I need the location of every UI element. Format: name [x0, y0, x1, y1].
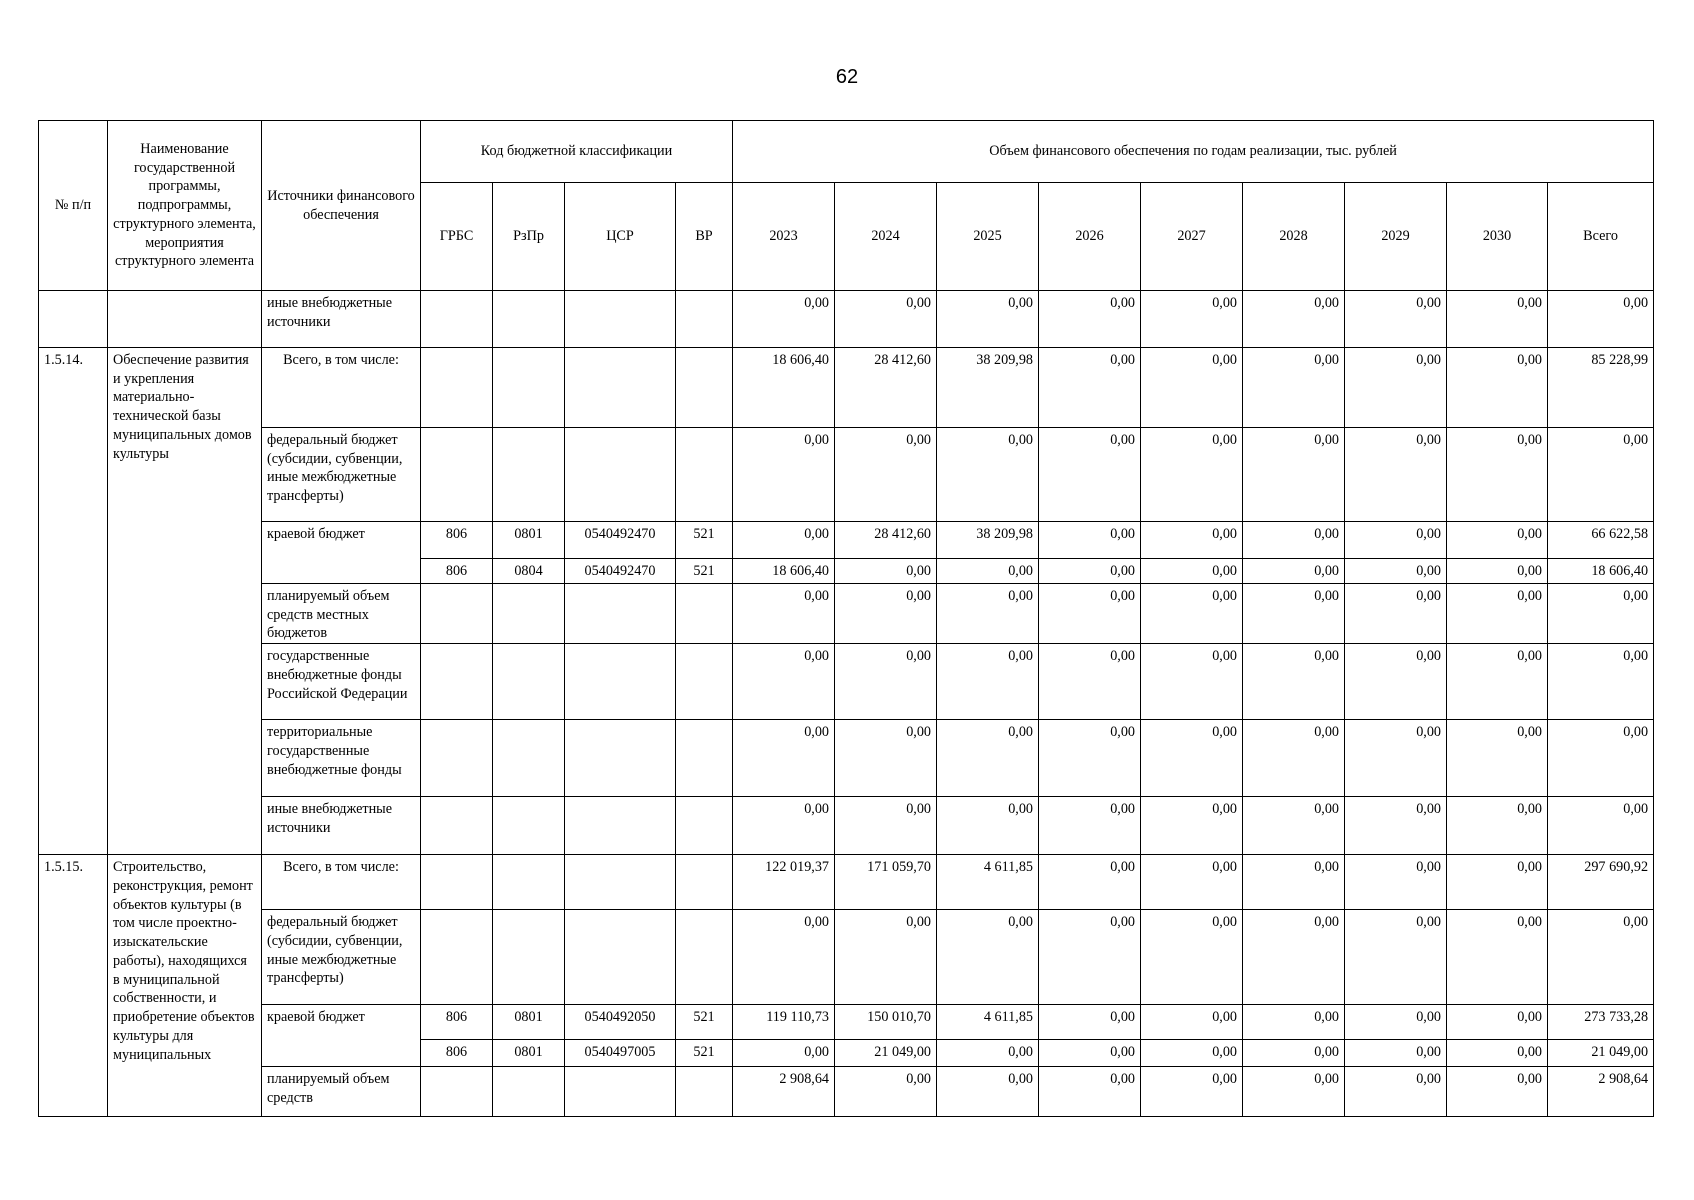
cell-value: 0,00 — [1345, 910, 1447, 1005]
table-row — [39, 720, 1654, 797]
header-year-2024: 2024 — [835, 183, 937, 291]
cell-value: 28 412,60 — [835, 348, 937, 428]
cell-value: 0,00 — [1345, 644, 1447, 720]
header-year-2029: 2029 — [1345, 183, 1447, 291]
cell-value: 0,00 — [1243, 855, 1345, 910]
cell-value: 0,00 — [937, 644, 1039, 720]
cell-grbs — [421, 428, 493, 522]
cell-value: 0,00 — [835, 910, 937, 1005]
cell-value: 0,00 — [733, 797, 835, 855]
cell-total: 66 622,58 — [1548, 522, 1654, 559]
cell-value: 0,00 — [1447, 855, 1548, 910]
table-row — [39, 855, 1654, 910]
page-number: 62 — [835, 66, 859, 88]
cell-value: 0,00 — [1141, 428, 1243, 522]
cell-vr — [676, 348, 733, 428]
cell-value: 4 611,85 — [937, 1005, 1039, 1040]
cell-vr — [676, 855, 733, 910]
cell-value: 0,00 — [1447, 559, 1548, 584]
cell-value: 0,00 — [835, 644, 937, 720]
cell-value: 0,00 — [1039, 797, 1141, 855]
cell-value: 0,00 — [1447, 720, 1548, 797]
cell-value: 0,00 — [1141, 1067, 1243, 1117]
cell-source: краевой бюджет — [262, 1005, 421, 1067]
header-year-2028: 2028 — [1243, 183, 1345, 291]
cell-value: 0,00 — [1345, 1040, 1447, 1067]
cell-csr — [565, 291, 676, 348]
header-source: Источники финансового обеспечения — [262, 121, 421, 291]
cell-num: 1.5.15. — [39, 855, 108, 1117]
cell-vr — [676, 910, 733, 1005]
cell-value: 0,00 — [1141, 522, 1243, 559]
cell-value: 0,00 — [937, 291, 1039, 348]
cell-value: 0,00 — [1243, 797, 1345, 855]
cell-value: 0,00 — [1039, 1067, 1141, 1117]
cell-value: 18 606,40 — [733, 348, 835, 428]
cell-value: 0,00 — [937, 1040, 1039, 1067]
cell-value: 2 908,64 — [733, 1067, 835, 1117]
cell-value: 0,00 — [1345, 855, 1447, 910]
cell-grbs — [421, 291, 493, 348]
cell-value: 0,00 — [733, 584, 835, 644]
header-name: Наименование государственной программы, подпрограммы, структурного элемента, мероприятия структурного элемента — [108, 121, 262, 291]
cell-vr — [676, 720, 733, 797]
cell-vr — [676, 428, 733, 522]
cell-value: 0,00 — [1243, 720, 1345, 797]
cell-total: 0,00 — [1548, 797, 1654, 855]
cell-rzpr: 0801 — [493, 522, 565, 559]
table-row — [39, 910, 1654, 1005]
cell-value: 0,00 — [1141, 1005, 1243, 1040]
cell-csr: 0540492470 — [565, 559, 676, 584]
cell-csr: 0540492050 — [565, 1005, 676, 1040]
header-num: № п/п — [39, 121, 108, 291]
table-header — [39, 121, 1654, 291]
cell-source: планируемый объем средств — [262, 1067, 421, 1117]
cell-value: 0,00 — [1345, 428, 1447, 522]
cell-value: 0,00 — [1039, 428, 1141, 522]
financing-table — [38, 120, 1654, 1117]
cell-value: 0,00 — [1447, 1040, 1548, 1067]
cell-num — [39, 291, 108, 348]
cell-value: 0,00 — [1039, 720, 1141, 797]
cell-value: 38 209,98 — [937, 348, 1039, 428]
cell-value: 0,00 — [835, 1067, 937, 1117]
cell-value: 0,00 — [733, 291, 835, 348]
cell-value: 0,00 — [1243, 584, 1345, 644]
table-row — [39, 291, 1654, 348]
cell-rzpr — [493, 855, 565, 910]
cell-grbs — [421, 910, 493, 1005]
cell-value: 0,00 — [1447, 291, 1548, 348]
cell-csr — [565, 348, 676, 428]
cell-value: 0,00 — [1345, 348, 1447, 428]
cell-value: 0,00 — [937, 428, 1039, 522]
cell-value: 0,00 — [1345, 559, 1447, 584]
table-row — [39, 428, 1654, 522]
cell-name: Обеспечение развития и укрепления материально-технической базы муниципальных домов культуры — [108, 348, 262, 855]
cell-value: 0,00 — [1039, 855, 1141, 910]
cell-value: 0,00 — [1345, 797, 1447, 855]
cell-value: 0,00 — [1243, 348, 1345, 428]
cell-total: 0,00 — [1548, 910, 1654, 1005]
cell-rzpr — [493, 797, 565, 855]
cell-value: 0,00 — [937, 559, 1039, 584]
cell-total: 0,00 — [1548, 720, 1654, 797]
cell-value: 0,00 — [835, 291, 937, 348]
cell-value: 21 049,00 — [835, 1040, 937, 1067]
header-total: Всего — [1548, 183, 1654, 291]
cell-value: 0,00 — [1141, 797, 1243, 855]
cell-value: 119 110,73 — [733, 1005, 835, 1040]
cell-csr — [565, 720, 676, 797]
cell-value: 0,00 — [835, 584, 937, 644]
cell-value: 38 209,98 — [937, 522, 1039, 559]
cell-grbs: 806 — [421, 522, 493, 559]
cell-value: 0,00 — [1447, 644, 1548, 720]
cell-value: 0,00 — [1447, 522, 1548, 559]
cell-grbs — [421, 855, 493, 910]
cell-source: Всего, в том числе: — [262, 348, 421, 428]
cell-csr — [565, 1067, 676, 1117]
cell-value: 0,00 — [1141, 910, 1243, 1005]
cell-grbs — [421, 584, 493, 644]
cell-total: 297 690,92 — [1548, 855, 1654, 910]
cell-csr — [565, 797, 676, 855]
header-csr: ЦСР — [565, 183, 676, 291]
header-year-2025: 2025 — [937, 183, 1039, 291]
cell-value: 122 019,37 — [733, 855, 835, 910]
cell-value: 0,00 — [1243, 291, 1345, 348]
cell-value: 0,00 — [1039, 522, 1141, 559]
cell-source: территориальные государственные внебюджетные фонды — [262, 720, 421, 797]
table-row — [39, 644, 1654, 720]
cell-vr — [676, 797, 733, 855]
cell-source: федеральный бюджет (субсидии, субвенции, иные межбюджетные трансферты) — [262, 428, 421, 522]
cell-value: 0,00 — [1345, 291, 1447, 348]
cell-value: 0,00 — [835, 797, 937, 855]
cell-grbs — [421, 1067, 493, 1117]
cell-value: 0,00 — [1039, 559, 1141, 584]
table-row — [39, 797, 1654, 855]
cell-value: 0,00 — [1243, 910, 1345, 1005]
cell-value: 0,00 — [1141, 1040, 1243, 1067]
cell-value: 0,00 — [937, 1067, 1039, 1117]
cell-vr — [676, 584, 733, 644]
cell-value: 0,00 — [1039, 291, 1141, 348]
cell-value: 0,00 — [835, 428, 937, 522]
cell-value: 0,00 — [1039, 348, 1141, 428]
cell-vr — [676, 644, 733, 720]
cell-source: федеральный бюджет (субсидии, субвенции, иные межбюджетные трансферты) — [262, 910, 421, 1005]
cell-value: 0,00 — [1141, 348, 1243, 428]
cell-csr — [565, 644, 676, 720]
cell-value: 0,00 — [1345, 1005, 1447, 1040]
header-kbk-group: Код бюджетной классификации — [421, 121, 733, 183]
cell-vr — [676, 291, 733, 348]
cell-source: Всего, в том числе: — [262, 855, 421, 910]
cell-value: 0,00 — [1447, 910, 1548, 1005]
cell-source: государственные внебюджетные фонды Российской Федерации — [262, 644, 421, 720]
cell-value: 0,00 — [1141, 291, 1243, 348]
cell-value: 0,00 — [835, 559, 937, 584]
cell-rzpr — [493, 1067, 565, 1117]
header-grbs: ГРБС — [421, 183, 493, 291]
table-body — [39, 291, 1654, 1117]
cell-rzpr — [493, 348, 565, 428]
cell-rzpr — [493, 291, 565, 348]
cell-rzpr — [493, 428, 565, 522]
cell-vr: 521 — [676, 559, 733, 584]
cell-total: 0,00 — [1548, 644, 1654, 720]
cell-source: иные внебюджетные источники — [262, 291, 421, 348]
header-year-2030: 2030 — [1447, 183, 1548, 291]
cell-csr — [565, 910, 676, 1005]
header-rzpr: РзПр — [493, 183, 565, 291]
cell-grbs — [421, 797, 493, 855]
cell-grbs — [421, 644, 493, 720]
cell-value: 0,00 — [835, 720, 937, 797]
cell-vr — [676, 1067, 733, 1117]
cell-value: 150 010,70 — [835, 1005, 937, 1040]
cell-vr: 521 — [676, 522, 733, 559]
cell-rzpr: 0801 — [493, 1005, 565, 1040]
cell-csr — [565, 855, 676, 910]
cell-grbs — [421, 720, 493, 797]
cell-name: Строительство, реконструкция, ремонт объектов культуры (в том числе проектно-изыскательские работы), находящихся в муниципальной собственности, и приобретение объектов культуры для муниципальных — [108, 855, 262, 1117]
cell-rzpr — [493, 720, 565, 797]
cell-total: 273 733,28 — [1548, 1005, 1654, 1040]
table-row — [39, 1005, 1654, 1040]
cell-value: 0,00 — [937, 910, 1039, 1005]
cell-num: 1.5.14. — [39, 348, 108, 855]
cell-value: 18 606,40 — [733, 559, 835, 584]
cell-total: 0,00 — [1548, 584, 1654, 644]
cell-value: 0,00 — [1243, 559, 1345, 584]
header-year-2026: 2026 — [1039, 183, 1141, 291]
cell-value: 0,00 — [1447, 348, 1548, 428]
cell-value: 0,00 — [733, 1040, 835, 1067]
cell-value: 0,00 — [1447, 797, 1548, 855]
cell-rzpr — [493, 644, 565, 720]
header-year-2023: 2023 — [733, 183, 835, 291]
cell-grbs: 806 — [421, 559, 493, 584]
cell-value: 0,00 — [1447, 1067, 1548, 1117]
cell-value: 0,00 — [1447, 584, 1548, 644]
cell-total: 0,00 — [1548, 428, 1654, 522]
cell-value: 0,00 — [1039, 644, 1141, 720]
cell-value: 0,00 — [1243, 1067, 1345, 1117]
cell-value: 0,00 — [937, 584, 1039, 644]
cell-csr — [565, 584, 676, 644]
cell-csr: 0540492470 — [565, 522, 676, 559]
cell-name — [108, 291, 262, 348]
cell-source: иные внебюджетные источники — [262, 797, 421, 855]
cell-value: 0,00 — [1141, 559, 1243, 584]
cell-grbs: 806 — [421, 1005, 493, 1040]
cell-value: 0,00 — [1243, 1005, 1345, 1040]
cell-value: 0,00 — [1243, 522, 1345, 559]
cell-value: 0,00 — [1039, 584, 1141, 644]
cell-value: 0,00 — [733, 428, 835, 522]
cell-value: 0,00 — [733, 644, 835, 720]
cell-rzpr — [493, 910, 565, 1005]
cell-value: 0,00 — [1447, 428, 1548, 522]
cell-csr — [565, 428, 676, 522]
cell-total: 18 606,40 — [1548, 559, 1654, 584]
cell-value: 0,00 — [1039, 1005, 1141, 1040]
cell-total: 2 908,64 — [1548, 1067, 1654, 1117]
cell-vr: 521 — [676, 1040, 733, 1067]
cell-value: 0,00 — [1243, 428, 1345, 522]
cell-rzpr: 0804 — [493, 559, 565, 584]
cell-grbs — [421, 348, 493, 428]
cell-total: 0,00 — [1548, 291, 1654, 348]
cell-value: 4 611,85 — [937, 855, 1039, 910]
cell-value: 0,00 — [1345, 584, 1447, 644]
cell-value: 0,00 — [1039, 1040, 1141, 1067]
cell-rzpr: 0801 — [493, 1040, 565, 1067]
table-row — [39, 1067, 1654, 1117]
header-volume-group: Объем финансового обеспечения по годам реализации, тыс. рублей — [733, 121, 1654, 183]
cell-value: 0,00 — [733, 720, 835, 797]
cell-csr: 0540497005 — [565, 1040, 676, 1067]
cell-vr: 521 — [676, 1005, 733, 1040]
header-vr: ВР — [676, 183, 733, 291]
cell-value: 0,00 — [1141, 855, 1243, 910]
cell-rzpr — [493, 584, 565, 644]
cell-value: 0,00 — [937, 797, 1039, 855]
cell-value: 0,00 — [1039, 910, 1141, 1005]
cell-value: 0,00 — [1141, 584, 1243, 644]
cell-value: 0,00 — [1345, 720, 1447, 797]
cell-value: 0,00 — [1345, 522, 1447, 559]
cell-total: 21 049,00 — [1548, 1040, 1654, 1067]
cell-value: 28 412,60 — [835, 522, 937, 559]
cell-value: 0,00 — [937, 720, 1039, 797]
cell-value: 0,00 — [1447, 1005, 1548, 1040]
cell-value: 0,00 — [733, 522, 835, 559]
cell-grbs: 806 — [421, 1040, 493, 1067]
cell-value: 0,00 — [1141, 644, 1243, 720]
cell-value: 0,00 — [1141, 720, 1243, 797]
table-row — [39, 522, 1654, 559]
cell-source: планируемый объем средств местных бюджетов — [262, 584, 421, 644]
table-row — [39, 584, 1654, 644]
cell-value: 171 059,70 — [835, 855, 937, 910]
cell-value: 0,00 — [1345, 1067, 1447, 1117]
cell-source: краевой бюджет — [262, 522, 421, 584]
table-row — [39, 348, 1654, 428]
cell-total: 85 228,99 — [1548, 348, 1654, 428]
cell-value: 0,00 — [1243, 1040, 1345, 1067]
header-year-2027: 2027 — [1141, 183, 1243, 291]
cell-value: 0,00 — [1243, 644, 1345, 720]
cell-value: 0,00 — [733, 910, 835, 1005]
